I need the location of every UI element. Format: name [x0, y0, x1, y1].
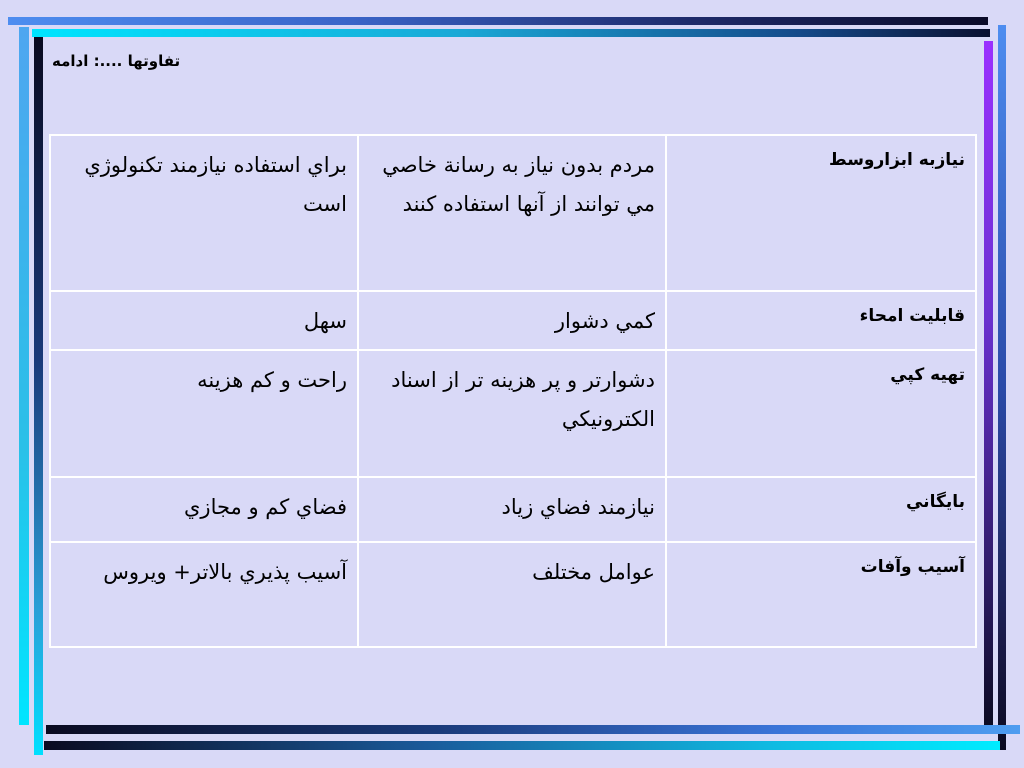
- comparison-table: [49, 134, 977, 648]
- table-row: [50, 350, 976, 477]
- frame-bar-right-outer: [998, 25, 1006, 750]
- table-cell: راحت و كم هزينه: [50, 350, 358, 477]
- row-label: تهيه كپي: [666, 350, 976, 477]
- frame-bar-left-outer: [19, 27, 29, 725]
- frame-bar-top-inner: [32, 29, 990, 37]
- row-label: قابليت امحاء: [666, 291, 976, 350]
- table-row: [50, 542, 976, 647]
- frame-bar-left-inner: [34, 37, 43, 755]
- table-cell: فضاي كم و مجازي: [50, 477, 358, 542]
- table-cell: دشوارتر و پر هزينه تر از اسناد الكترونيكي: [358, 350, 666, 477]
- table-row: [50, 135, 976, 291]
- frame-bar-top-outer: [8, 17, 988, 25]
- table-cell: مردم بدون نياز به رسانة خاصي مي توانند از آنها استفاده كنند: [358, 135, 666, 291]
- table-cell: براي استفاده نيازمند تكنولوژي است: [50, 135, 358, 291]
- table-cell: سهل: [50, 291, 358, 350]
- row-label: نيازبه ابزاروسط: [666, 135, 976, 291]
- comparison-table-container: [49, 134, 975, 648]
- table-cell: عوامل مختلف: [358, 542, 666, 647]
- table-row: [50, 291, 976, 350]
- row-label: بايگاني: [666, 477, 976, 542]
- table-cell: نيازمند فضاي زياد: [358, 477, 666, 542]
- row-label: آسيب وآفات: [666, 542, 976, 647]
- table-cell: آسيب پذيري بالاتر+ ويروس: [50, 542, 358, 647]
- frame-bar-bottom-outer: [44, 741, 1000, 750]
- frame-bar-bottom-inner: [46, 725, 1020, 734]
- table-cell: كمي دشوار: [358, 291, 666, 350]
- table-row: [50, 477, 976, 542]
- slide-subtitle: تفاوتها ....: ادامه: [52, 52, 181, 70]
- frame-bar-right-inner: [984, 41, 993, 731]
